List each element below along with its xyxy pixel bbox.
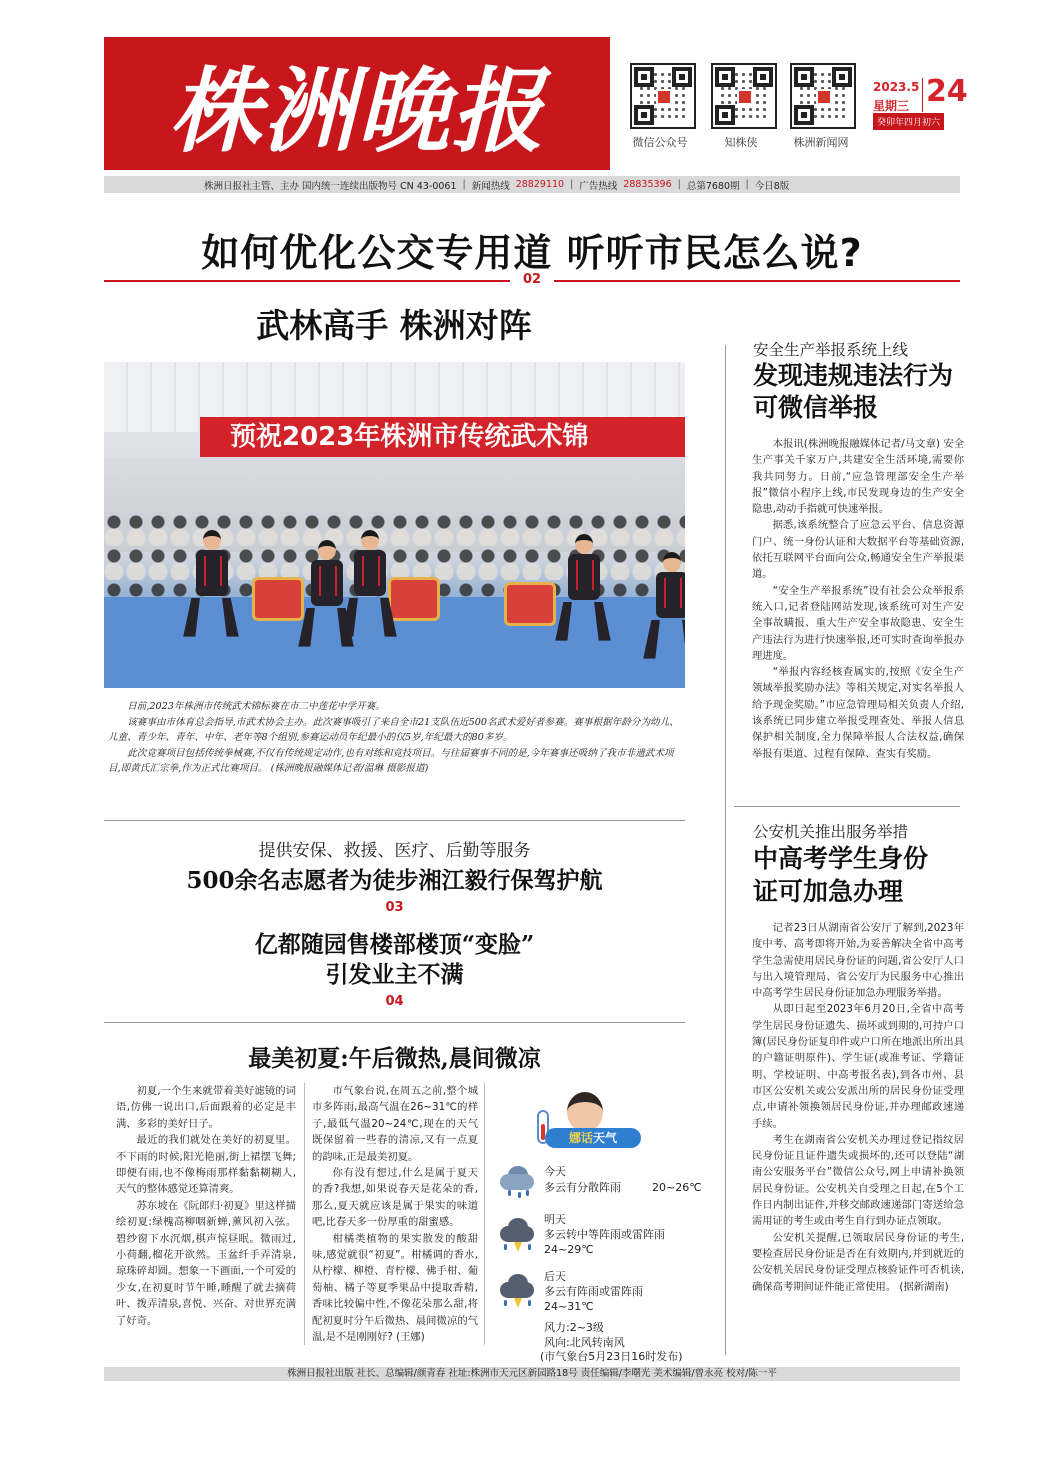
thunderstorm-icon	[496, 1218, 538, 1246]
weather-column-badge	[533, 1092, 633, 1152]
lead-headline[interactable]: 如何优化公交专用道 听听市民怎么说?	[201, 231, 863, 275]
martial-arts-photo	[104, 362, 685, 688]
side2-para: 记者23日从湖南省公安厅了解到,2023年度中考、高考即将开始,为妥善解决全省中高考学生急需使用居民身份证的问题,省公安厅人口与出入境管理局、省公安厅为民服务中心推出中高考学生居民身份证加急办理服务举措。	[752, 922, 964, 1000]
qr-code-icon[interactable]	[711, 63, 777, 129]
ad-hotline: 28835396	[623, 179, 672, 190]
imprint-footer: 株洲日报社出版 社长、总编辑/颜青春 社址:株洲市天元区新园路18号 责任编辑/李曙光 美术编辑/曾永亮 校对/陈一平	[104, 1367, 960, 1381]
wind-direction: 风向:北风转南风	[544, 1336, 625, 1349]
side1-para: “安全生产举报系统”设有社会公众举报系统入口,记者登陆网站发现,该系统可对生产安全事故瞒报、重大生产安全事故隐患、安全生产违法行为进行快速举报,还可实时查询举报办理进度。	[752, 584, 964, 662]
side2-para: 从即日起至2023年6月20日,全省中高考学生居民身份证遗失、损坏或到期的,可持户口簿(居民身份证复印件或户口所在地派出所出具的户籍证明原件)、学生证(或准考证、学籍证明、学校证明、中高考报名表),到各市州、县市区公安机关或公安派出所的居民身份证受理点,申请补领换领居民身份证,并办理邮政速递手续。	[752, 1003, 964, 1130]
wind-force: 风力:2~3级	[544, 1321, 604, 1334]
forecast-tomorrow-day: 明天	[544, 1213, 566, 1226]
column-divider	[304, 1083, 305, 1345]
caption-para: 日前,2023年株洲市传统武术锦标赛在市二中莲花中学开赛。	[127, 701, 385, 712]
news-hotline: 28829110	[515, 179, 565, 190]
weather-para: 你有没有想过,什么是属于夏天的香?我想,如果说春天是花朵的香,那么,夏天就应该是属于果实的味道吧,比春天多一份厚重的甜蜜感。	[312, 1167, 478, 1229]
weather-para: 最近的我们就处在美好的初夏里。不下雨的时候,阳光艳丽,街上裙摆飞舞;即便有雨,也不像梅雨那样黏黏糊糊人,天气的整体感觉还算清爽。	[116, 1134, 296, 1196]
feature-title[interactable]: 武林高手 株洲对阵	[256, 306, 532, 345]
photo-caption	[108, 699, 683, 777]
weather-para: 市气象台说,在周五之前,整个城市多阵雨,最高气温在26~31℃的样子,最低气温20~24℃,现在的天气既保留着一些春的清凉,又有一点夏的韵味,正是最美初夏。	[312, 1085, 478, 1163]
story1-page-ref[interactable]: 03	[385, 900, 404, 915]
story2-title-line1[interactable]: 亿都随园售楼部楼顶“变脸”	[254, 931, 535, 958]
caption-para: 此次竞赛项目包括传统拳械赛,不仅有传统规定动作,也有对练和竞技项目。与往届赛事不同的是,今年赛事还吸纳了我市非遗武术项目,即黄氏汇宗拳,作为正式比赛项目。 (株洲晚报融媒体记者/温琳 摄影报道)	[108, 747, 674, 774]
badge-text-b: 天气	[593, 1131, 618, 1145]
thunderstorm-icon	[496, 1274, 538, 1302]
forecast-today-day: 今天	[544, 1165, 566, 1178]
rain-cloud-icon	[496, 1166, 538, 1194]
side1-kicker: 安全生产举报系统上线	[753, 341, 909, 359]
side1-para: “举报内容经核查属实的,按照《安全生产领域举报奖励办法》等相关规定,对实名举报人给予现金奖励。”市应急管理局相关负责人介绍,该系统已同步建立举报受理查处、举报人信息保护相关制度,全力保障举报人合法权益,确保举报有渠道、过程有保障、查实有奖励。	[752, 666, 964, 760]
qr-code-icon[interactable]	[790, 63, 856, 129]
issue-weekday: 星期三	[873, 99, 910, 113]
qr-code-icon[interactable]	[630, 63, 696, 129]
section-divider	[104, 1022, 685, 1023]
headline-page-ref[interactable]: 02	[522, 272, 542, 287]
side2-body	[752, 920, 964, 1295]
weather-title[interactable]: 最美初夏:午后微热,晨间微凉	[248, 1045, 541, 1072]
weather-column-1	[116, 1083, 296, 1329]
story2-title-line2[interactable]: 引发业主不满	[325, 961, 464, 988]
weather-column-2	[312, 1083, 478, 1346]
side1-body	[752, 436, 964, 762]
headline-rule-right	[554, 280, 960, 282]
side1-para: 据悉,该系统整合了应急云平台、信息资源门户、统一身份认证和大数据平台等基础资源,依托互联网平台面向公众,畅通安全生产举报渠道。	[752, 519, 964, 581]
side1-para: 本报讯(株洲晚报融媒体记者/马文章) 安全生产事关千家万户,共建安全生活环境,需要你我共同努力。日前,“应急管理部安全生产举报”微信小程序上线,市民发现身边的生产安全隐患,动动手指就可快速举报。	[752, 438, 964, 516]
forecast-tomorrow-temp: 24~29℃	[544, 1243, 594, 1256]
side1-title-line1[interactable]: 发现违规违法行为	[753, 361, 954, 390]
story1-kicker: 提供安保、救援、医疗、后勤等服务	[258, 841, 531, 861]
headline-rule-left	[104, 280, 510, 282]
newspaper-title: 株洲晚报	[168, 56, 545, 165]
issue-count: 总第7680期	[686, 180, 740, 192]
presenter-avatar	[567, 1092, 603, 1132]
forecast-source: (市气象台5月23日16时发布)	[540, 1350, 683, 1363]
column-divider	[725, 345, 726, 1355]
issue-date: 2023.5	[873, 80, 920, 94]
weather-para: 初夏,一个生来就带着美好滤镜的词语,仿佛一说出口,后面跟着的必定是丰满、多彩的美好日子。	[116, 1085, 296, 1130]
side1-title-line2[interactable]: 可微信举报	[753, 393, 879, 422]
column-divider	[484, 1083, 485, 1345]
side2-title-line2[interactable]: 证可加急办理	[753, 877, 904, 906]
publisher-info: 株洲日报社主管、主办 国内统一连续出版物号 CN 43-0061	[204, 180, 457, 192]
section-divider	[104, 820, 685, 821]
side2-para: 公安机关提醒,已领取居民身份证的考生,要检查居民身份证是否在有效期内,并到就近的公安机关居民身份证受理点核验证件可否机读,确保高考期间证件能正常使用。 (据新湖南)	[752, 1231, 964, 1293]
story2-page-ref[interactable]: 04	[385, 994, 404, 1009]
page-count: 今日8版	[754, 180, 790, 192]
section-divider	[734, 806, 960, 807]
ad-hotline-label: 广告热线	[579, 180, 618, 192]
forecast-today-desc: 多云有分散阵雨	[544, 1181, 621, 1194]
lunar-date: 癸卯年四月初六	[873, 113, 944, 130]
publication-info-bar: 株洲日报社主管、主办 国内统一连续出版物号 CN 43-0061 | 新闻热线 28829110 | 广告热线 28835396 | 总第7680期 | 今日8版	[104, 176, 960, 193]
qr-label-wechat: 微信公众号	[632, 136, 688, 149]
forecast-dayafter-day: 后天	[544, 1270, 566, 1283]
caption-para: 该赛事由市体育总会指导,市武术协会主办。此次赛事吸引了来自全市21支队伍近500名武术爱好者参赛。赛事根据年龄分为幼儿、儿童、青少年、青年、中年、老年等8个组别,参赛运动员年纪最小的仅5岁,年纪最大的80多岁。	[108, 716, 679, 743]
weather-para: 苏东坡在《阮郎归·初夏》里这样描绘初夏:绿槐高柳咽新蝉,薰风初入弦。碧纱窗下水沉烟,棋声惊昼眠。微雨过,小荷翻,榴花开欲然。玉盆纤手弄清泉,琼珠碎却圆。想象一下画面,一个可爱的少女,在初夏时节午睡,睡醒了就去摘荷叶、拨弄清泉,喜悦、兴奋、对世界充满了好奇。	[116, 1199, 296, 1327]
badge-text-a: 娜话	[568, 1131, 593, 1145]
qr-label-zhizhuxia: 知株侠	[724, 136, 758, 149]
page-number: 24	[926, 74, 968, 109]
side2-para: 考生在湖南省公安机关办理过登记指纹居民身份证且证件遗失或损坏的,还可以登陆“湖南公安服务平台”微信公众号,网上申请补换领居民身份证。公安机关自受理之日起,在5个工作日内制出证件,并移交邮政速递部门寄送给急需用证的考生或由考生自行到办证点领取。	[752, 1133, 964, 1228]
news-hotline-label: 新闻热线	[471, 180, 510, 192]
forecast-dayafter-temp: 24~31℃	[544, 1300, 594, 1313]
photo-banner: 预祝2023年株洲市传统武术锦	[200, 417, 685, 457]
forecast-dayafter-desc: 多云有阵雨或雷阵雨	[544, 1285, 643, 1298]
weather-para: 柑橘类植物的果实散发的酸甜味,感觉就很“初夏”。柑橘调的香水,从柠檬、柳橙、青柠檬、佛手柑、葡萄柚、橘子等夏季果品中提取香精,香味比较偏中性,不像花朵那么甜,将配初夏时分午后微热、晨间微凉的气温,是不是刚刚好? (王娜)	[312, 1232, 478, 1344]
forecast-tomorrow-desc: 多云转中等阵雨或雷阵雨	[544, 1228, 665, 1241]
forecast-today-temp: 20~26℃	[652, 1181, 702, 1194]
side2-title-line1[interactable]: 中高考学生身份	[753, 844, 929, 873]
qr-label-news-site: 株洲新闻网	[793, 136, 849, 149]
date-divider	[922, 78, 923, 112]
side2-kicker: 公安机关推出服务举措	[753, 823, 909, 841]
story1-title[interactable]: 500余名志愿者为徒步湘江毅行保驾护航	[186, 867, 603, 894]
